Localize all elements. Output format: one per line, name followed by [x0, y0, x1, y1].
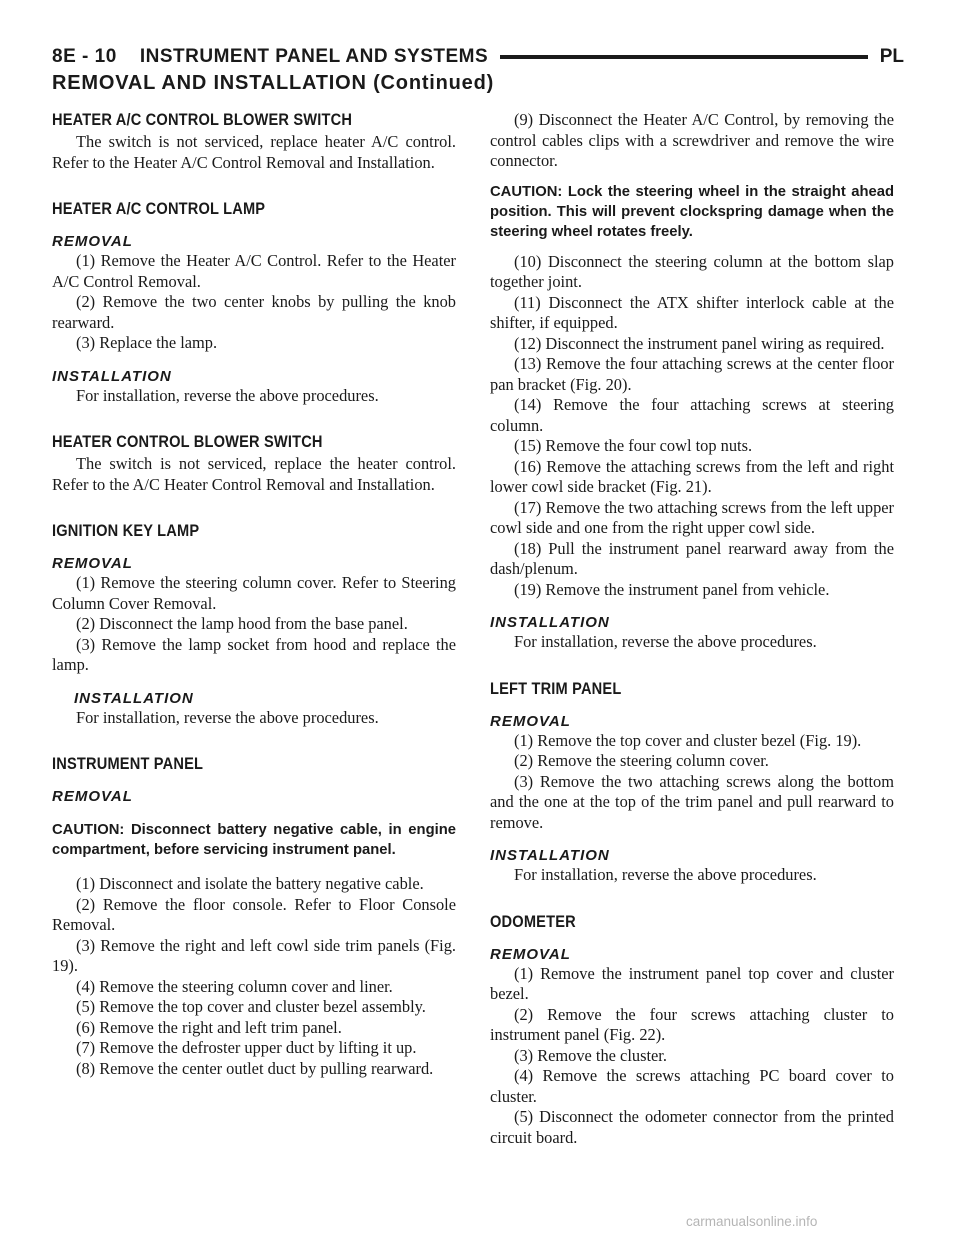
subsection-installation: INSTALLATION — [490, 847, 610, 864]
subsection-removal: REMOVAL — [490, 945, 571, 963]
step: (12) Disconnect the instrument panel wiring as required. — [514, 333, 885, 353]
step: (3) Remove the two attaching screws along the bottom and the one at the top of the trim panel and pull rearward to remove. — [490, 771, 894, 832]
step: (1) Remove the Heater A/C Control. Refer to the Heater A/C Control Removal. — [52, 251, 456, 291]
step: (11) Disconnect the ATX shifter interlock cable at the shifter, if equipped. — [490, 292, 894, 332]
step: (19) Remove the instrument panel from vehicle. — [514, 579, 830, 599]
step: (1) Disconnect and isolate the battery negative cable. — [76, 874, 424, 893]
paragraph: The switch is not serviced, replace heater A/C control. Refer to the Heater A/C Control Removal and Installation. — [52, 132, 456, 172]
step: (1) Remove the top cover and cluster bezel (Fig. 19). — [514, 730, 862, 750]
step: (10) Disconnect the steering column at the bottom slap together joint. — [490, 251, 894, 291]
section-title-heater-ac-control-lamp: HEATER A/C CONTROL LAMP — [52, 199, 266, 218]
step: (3) Remove the right and left cowl side trim panels (Fig. 19). — [52, 935, 456, 975]
caution-note: CAUTION: Disconnect battery negative cable, in engine compartment, before servicing instrument panel. — [52, 822, 456, 858]
header-page-title: 8E - 10 INSTRUMENT PANEL AND SYSTEMS — [52, 46, 489, 67]
step: (3) Remove the cluster. — [514, 1045, 667, 1065]
page-header — [52, 40, 904, 74]
section-title-left-trim-panel: LEFT TRIM PANEL — [490, 678, 622, 698]
step: (2) Remove the steering column cover. — [514, 751, 769, 770]
step: (9) Disconnect the Heater A/C Control, by removing the control cables clips with a screwdriver and remove the wire connector. — [490, 110, 894, 170]
step: (2) Remove the two center knobs by pulling the knob rearward. — [52, 292, 456, 332]
left-column — [52, 110, 456, 1079]
step: (7) Remove the defroster upper duct by lifting it up. — [76, 1038, 417, 1057]
paragraph: For installation, reverse the above procedures. — [514, 865, 817, 884]
step: (2) Disconnect the lamp hood from the base panel. — [76, 614, 408, 633]
step: (15) Remove the four cowl top nuts. — [514, 436, 753, 455]
subsection-removal: REMOVAL — [52, 788, 133, 805]
section-title-instrument-panel: INSTRUMENT PANEL — [52, 754, 204, 773]
step: (2) Remove the floor console. Refer to Floor Console Removal. — [52, 894, 456, 934]
section-title-heater-ac-blower-switch: HEATER A/C CONTROL BLOWER SWITCH — [52, 110, 353, 129]
step: (5) Disconnect the odometer connector from the printed circuit board. — [490, 1107, 894, 1147]
step: (18) Pull the instrument panel rearward away from the dash/plenum. — [490, 538, 894, 578]
step: (17) Remove the two attaching screws from the left upper cowl side and one from the right upper cowl side. — [490, 497, 894, 537]
right-column — [490, 110, 894, 1148]
section-continued-heading: REMOVAL AND INSTALLATION (Continued) — [52, 72, 495, 94]
subsection-installation: INSTALLATION — [490, 614, 610, 631]
subsection-installation: INSTALLATION — [52, 367, 172, 385]
step: (4) Remove the steering column cover and liner. — [76, 976, 393, 996]
step: (2) Remove the four screws attaching cluster to instrument panel (Fig. 22). — [490, 1004, 894, 1044]
step: (4) Remove the screws attaching PC board cover to cluster. — [490, 1066, 894, 1106]
step: (16) Remove the attaching screws from the left and right lower cowl side bracket (Fig. 21). — [490, 456, 894, 496]
step: (13) Remove the four attaching screws at the center floor pan bracket (Fig. 20). — [490, 354, 894, 394]
header-rule — [500, 55, 868, 59]
paragraph: For installation, reverse the above procedures. — [76, 707, 379, 727]
step: (1) Remove the instrument panel top cover and cluster bezel. — [490, 963, 894, 1003]
paragraph: For installation, reverse the above procedures. — [76, 385, 379, 405]
subsection-removal: REMOVAL — [52, 233, 133, 250]
step: (1) Remove the steering column cover. Refer to Steering Column Cover Removal. — [52, 573, 456, 613]
paragraph: For installation, reverse the above procedures. — [514, 632, 817, 651]
step: (3) Remove the lamp socket from hood and replace the lamp. — [52, 634, 456, 674]
caution-note: CAUTION: Lock the steering wheel in the straight ahead position. This will prevent clockspring damage when the steering wheel rotates freely. — [490, 183, 894, 240]
subsection-removal: REMOVAL — [490, 712, 571, 730]
step: (5) Remove the top cover and cluster bezel assembly. — [76, 997, 426, 1016]
watermark-text: carmanualsonline.info — [686, 1214, 818, 1229]
paragraph: The switch is not serviced, replace the heater control. Refer to the A/C Heater Control Removal and Installation. — [52, 454, 456, 494]
subsection-removal: REMOVAL — [52, 555, 133, 572]
step: (3) Replace the lamp. — [76, 333, 218, 352]
section-title-heater-control-blower-switch: HEATER CONTROL BLOWER SWITCH — [52, 432, 323, 451]
subsection-installation: INSTALLATION — [74, 689, 194, 707]
section-title-odometer: ODOMETER — [490, 911, 576, 931]
step: (14) Remove the four attaching screws at steering column. — [490, 395, 894, 435]
step: (6) Remove the right and left trim panel. — [76, 1017, 342, 1037]
step: (8) Remove the center outlet duct by pulling rearward. — [76, 1058, 434, 1078]
section-title-ignition-key-lamp: IGNITION KEY LAMP — [52, 521, 200, 540]
header-model-code: PL — [879, 46, 904, 67]
